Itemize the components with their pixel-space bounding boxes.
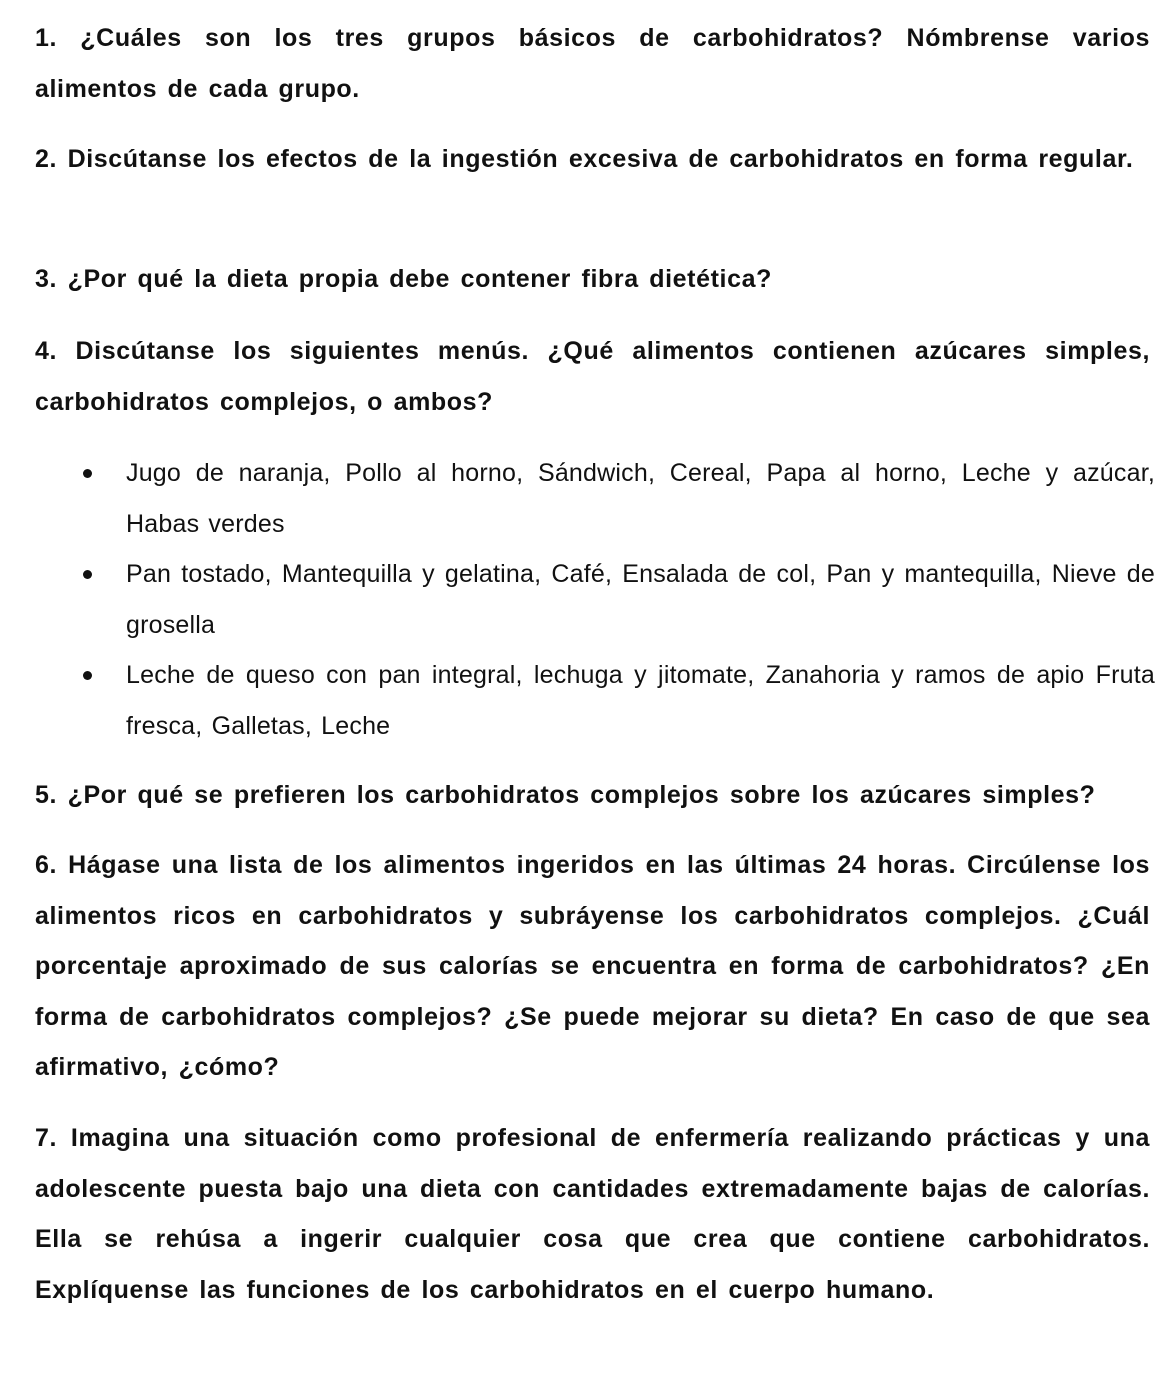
menu-item-text: Jugo de naranja, Pollo al horno, Sándwich, Cereal, Papa al horno, Leche y azúcar, Habas verdes <box>126 459 1155 538</box>
question-7: 7. Imagina una situación como profesional de enfermería realizando prácticas y una adolescente puesta bajo una dieta con cantidades extremadamente bajas de calorías. Ella se rehúsa a ingerir cualquier cosa que crea que contiene carbohidratos. Explíquense las funciones de los carbohidratos en el cuerpo humano. <box>35 1124 1150 1304</box>
bullet-icon <box>83 671 92 680</box>
bullet-icon <box>83 570 92 579</box>
menu-list <box>80 448 1155 751</box>
bullet-icon <box>83 469 92 478</box>
menu-item <box>80 650 1155 751</box>
question-4: 4. Discútanse los siguientes menús. ¿Qué alimentos contienen azúcares simples, carbohidratos complejos, o ambos? <box>35 337 1150 416</box>
question-1: 1. ¿Cuáles son los tres grupos básicos de carbohidratos? Nómbrense varios alimentos de cada grupo. <box>35 24 1150 103</box>
question-2: 2. Discútanse los efectos de la ingestión excesiva de carbohidratos en forma regular. <box>35 145 1134 173</box>
question-3: 3. ¿Por qué la dieta propia debe contener fibra dietética? <box>35 265 772 293</box>
menu-item-text: Leche de queso con pan integral, lechuga y jitomate, Zanahoria y ramos de apio Fruta fresca, Galletas, Leche <box>126 661 1155 740</box>
menu-item <box>80 448 1155 549</box>
question-5: 5. ¿Por qué se prefieren los carbohidratos complejos sobre los azúcares simples? <box>35 781 1096 809</box>
menu-item-text: Pan tostado, Mantequilla y gelatina, Café, Ensalada de col, Pan y mantequilla, Nieve de grosella <box>126 560 1155 639</box>
question-6: 6. Hágase una lista de los alimentos ingeridos en las últimas 24 horas. Circúlense los alimentos ricos en carbohidratos y subráyense los carbohidratos complejos. ¿Cuál porcentaje aproximado de sus calorías se encuentra en forma de carbohidratos? ¿En forma de carbohidratos complejos? ¿Se puede mejorar su dieta? En caso de que sea afirmativo, ¿cómo? <box>35 851 1150 1081</box>
menu-item <box>80 549 1155 650</box>
